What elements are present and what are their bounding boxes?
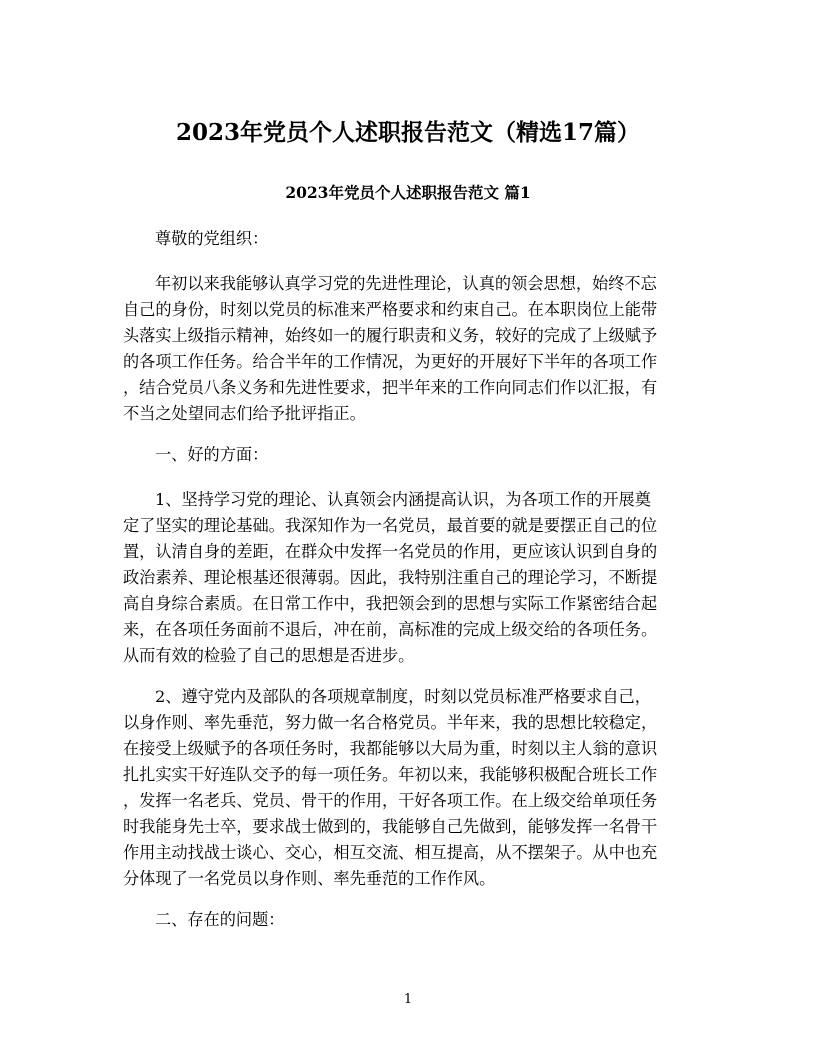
paragraph-line: ，结合党员八条义务和先进性要求，把半年来的工作向同志们作以汇报，有 [123,378,658,397]
paragraph-line: 年初以来我能够认真学习党的先进性理论，认真的领会思想，始终不忘 [155,274,657,293]
page-number: 1 [403,992,413,1007]
heading-good-aspects: 一、好的方面： [155,445,269,464]
heading-problems: 二、存在的问题： [155,910,285,929]
document-title: 2023年党员个人述职报告范文（精选17篇） [175,119,641,146]
salutation: 尊敬的党组织： [155,229,269,248]
paragraph-line: 政治素养、理论根基还很薄弱。因此，我特别注重自己的理论学习，不断提 [123,568,658,587]
paragraph-line: 定了坚实的理论基础。我深知作为一名党员，最首要的就是要摆正自己的位 [123,516,658,535]
paragraph-line: 分体现了一名党员以身作则、率先垂范的工作作风。 [123,869,496,888]
paragraph-line: 扎扎实实干好连队交予的每一项任务。年初以来，我能够积极配合班长工作 [123,765,658,784]
paragraph-line: ，发挥一名老兵、党员、骨干的作用，干好各项工作。在上级交给单项任务 [123,791,658,810]
paragraph-line: 从而有效的检验了自己的思想是否进步。 [123,646,415,665]
paragraph-line: 1、坚持学习党的理论、认真领会内涵提高认识，为各项工作的开展奠 [155,490,651,509]
paragraph-line: 在接受上级赋予的各项任务时，我都能够以大局为重，时刻以主人翁的意识 [123,739,658,758]
paragraph-line: 的各项工作任务。给合半年的工作情况，为更好的开展好下半年的各项工作 [123,352,658,371]
paragraph-line: 自己的身份，时刻以党员的标准来严格要求和约束自己。在本职岗位上能带 [123,300,658,319]
paragraph-line: 不当之处望同志们给予批评指正。 [123,404,366,423]
paragraph-line: 高自身综合素质。在日常工作中，我把领会到的思想与实际工作紧密结合起 [123,594,658,613]
paragraph-line: 作用主动找战士谈心、交心，相互交流、相互提高，从不摆架子。从中也充 [123,843,658,862]
paragraph-line: 以身作则、率先垂范，努力做一名合格党员。半年来，我的思想比较稳定， [123,713,658,732]
paragraph-line: 头落实上级指示精神，始终如一的履行职责和义务，较好的完成了上级赋予 [123,326,658,345]
section-title: 2023年党员个人述职报告范文 篇1 [285,183,531,202]
paragraph-line: 时我能身先士卒，要求战士做到的，我能够自己先做到，能够发挥一名骨干 [123,817,658,836]
paragraph-line: 来，在各项任务面前不退后，冲在前，高标准的完成上级交给的各项任务。 [123,620,658,639]
paragraph-line: 置，认清自身的差距，在群众中发挥一名党员的作用，更应该认识到自身的 [123,542,658,561]
paragraph-line: 2、遵守党内及部队的各项规章制度，时刻以党员标准严格要求自己， [155,687,651,706]
